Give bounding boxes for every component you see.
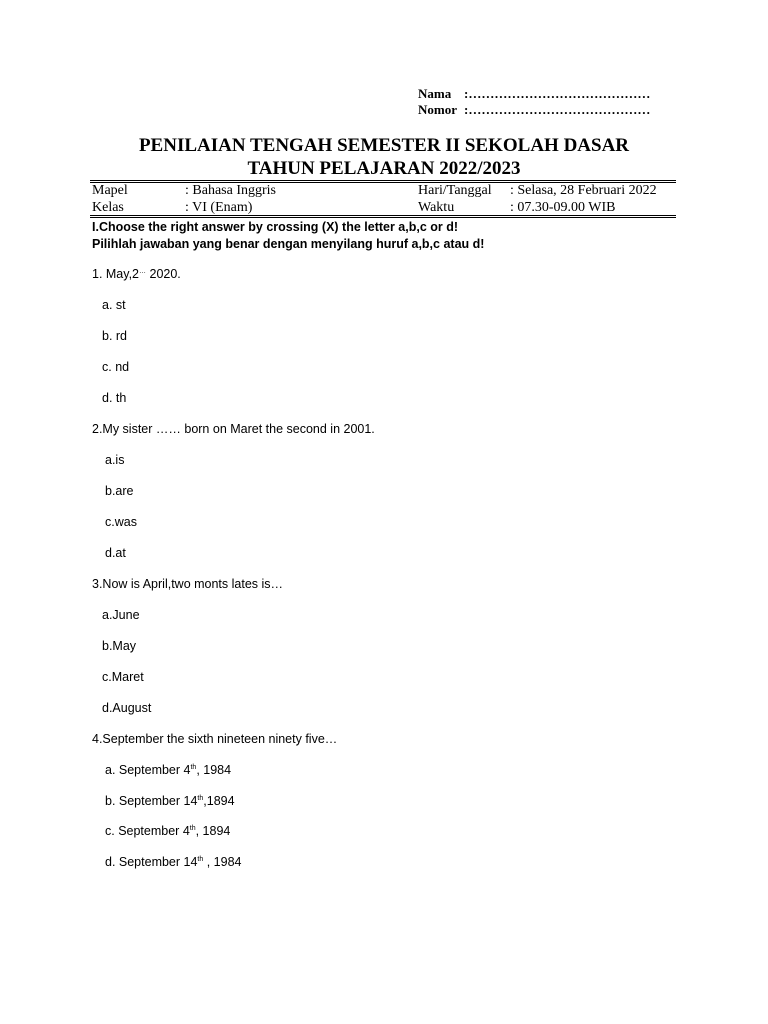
question-1-option-a[interactable]: a. st	[102, 298, 126, 312]
question-2-option-c[interactable]: c.was	[105, 515, 137, 529]
question-3-option-a[interactable]: a.June	[102, 608, 140, 622]
time-label: Waktu	[418, 200, 455, 215]
date-label: Hari/Tanggal	[418, 183, 492, 198]
page-subtitle: TAHUN PELAJARAN 2022/2023	[247, 158, 521, 179]
question-4-option-c[interactable]: c. September 4th, 1894	[105, 824, 231, 838]
number-row	[418, 102, 650, 118]
name-label: Nama	[418, 86, 452, 101]
page-title: PENILAIAN TENGAH SEMESTER II SEKOLAH DASAR	[138, 135, 630, 156]
header-divider-bottom-double	[90, 217, 676, 218]
question-3-option-d[interactable]: d.August	[102, 701, 152, 715]
question-3-option-b[interactable]: b.May	[102, 639, 137, 653]
question-4-option-d[interactable]: d. September 14th , 1984	[105, 855, 242, 869]
name-field[interactable]: :……………………………………	[464, 86, 651, 101]
question-3: 3.Now is April,two monts lates is…	[92, 577, 284, 591]
question-4-option-a[interactable]: a. September 4th, 1984	[105, 763, 232, 777]
date-value: : Selasa, 28 Februari 2022	[510, 183, 657, 198]
kelas-value: : VI (Enam)	[185, 200, 253, 215]
question-2-option-b[interactable]: b.are	[105, 484, 134, 498]
mapel-label: Mapel	[92, 183, 128, 198]
identity-block	[418, 86, 650, 118]
question-3-option-c[interactable]: c.Maret	[102, 670, 144, 684]
question-2-option-a[interactable]: a.is	[105, 453, 125, 467]
time-value: : 07.30-09.00 WIB	[510, 200, 616, 215]
name-row	[418, 86, 650, 102]
instruction-english: I.Choose the right answer by crossing (X) the letter a,b,c or d!	[92, 220, 459, 234]
question-2-option-d[interactable]: d.at	[105, 546, 126, 560]
question-1-option-b[interactable]: b. rd	[102, 329, 128, 343]
question-1-option-d[interactable]: d. th	[102, 391, 127, 405]
mapel-value: : Bahasa Inggris	[185, 183, 276, 198]
question-4: 4.September the sixth nineteen ninety five…	[92, 732, 338, 746]
number-field[interactable]: :……………………………………	[464, 102, 651, 117]
question-4-option-b[interactable]: b. September 14th,1894	[105, 794, 235, 808]
header-divider-top	[90, 180, 676, 181]
question-1-superscript: …	[139, 268, 147, 275]
kelas-label: Kelas	[92, 200, 124, 215]
question-2: 2.My sister …… born on Maret the second in 2001.	[92, 422, 375, 436]
number-label: Nomor	[418, 102, 457, 117]
question-1-option-c[interactable]: c. nd	[102, 360, 130, 374]
question-1: 1. May,2… 2020.	[92, 267, 181, 281]
instruction-indonesian: Pilihlah jawaban yang benar dengan menyilang huruf a,b,c atau d!	[92, 237, 485, 251]
